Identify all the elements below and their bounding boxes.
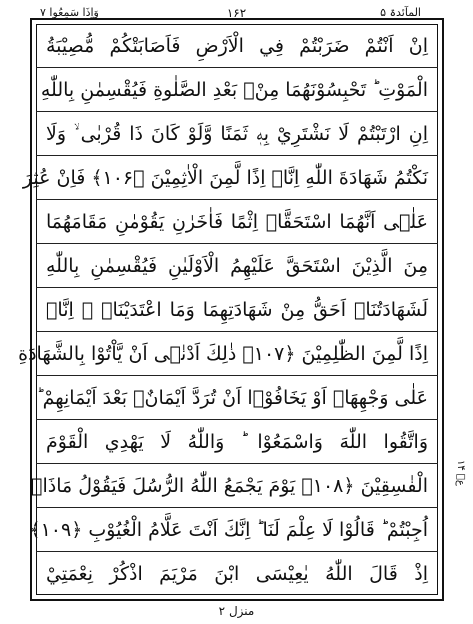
text-line: الْمَوْتِ ؕ تَحْبِسُوْنَهُمَا مِنْۢ بَعْدِ الصَّلٰوةِ فَيُقْسِمٰنِ بِاللّٰهِ [36, 68, 438, 112]
text-line: وَاتَّقُوا اللّٰهَ وَاسْمَعُوْا ؕ وَاللّٰهُ لَا يَهْدِي الْقَوْمَ [36, 420, 438, 464]
juz-name: وَاِذَا سَمِعُوا ۷ [40, 6, 99, 19]
manzil-footer: منزل ۲ [218, 604, 255, 618]
text-line: اِذْ قَالَ اللّٰهُ يٰعِيْسَى ابْنَ مَرْيَمَ اذْكُرْ نِعْمَتِيْ [46, 563, 428, 585]
quran-text-block [18, 24, 438, 595]
surah-name: المآئدۃ ۵ [380, 6, 421, 19]
text-line: نَكْتُمُ شَهَادَةَ اللّٰهِ اِنَّاۤ اِذًا لَّمِنَ الْاٰثِمِيْنَ ﴿۱۰۶﴾ فَاِنْ عُثِرَ [36, 156, 438, 200]
text-line: مِنَ الَّذِيْنَ اسْتَحَقَّ عَلَيْهِمُ الْاَوْلَيٰنِ فَيُقْسِمٰنِ بِاللّٰهِ [36, 244, 438, 288]
text-line: الْفٰسِقِيْنَ ﴿۱۰۸﴾ يَوْمَ يَجْمَعُ اللّٰهُ الرُّسُلَ فَيَقُوْلُ مَاذَاۤ [36, 464, 438, 508]
text-line: لَشَهَادَتُنَاۤ اَحَقُّ مِنْ شَهَادَتِهِمَا وَمَا اعْتَدَيْنَاۤ ۖ اِنَّاۤ [36, 288, 438, 332]
text-line: عَلٰۤى اَنَّهُمَا اسْتَحَقَّاۤ اِثْمًا فَاٰخَرٰنِ يَقُوْمٰنِ مَقَامَهُمَا [36, 200, 438, 244]
text-line: عَلٰى وَجْهِهَاۤ اَوْ يَخَافُوْۤا اَنْ تُرَدَّ اَيْمَانٌۢ بَعْدَ اَيْمَانِهِمْ ؕ [36, 376, 438, 420]
text-line: اُجِبْتُمْ ؕ قَالُوْا لَا عِلْمَ لَنَا ؕ اِنَّكَ اَنْتَ عَلَّامُ الْغُيُوْبِ ﴿۱۰۹﴾ [36, 508, 438, 552]
page-number: ۱۶۲ [226, 6, 247, 20]
ruku-marker: عۡ ۱۴ [455, 460, 466, 486]
text-line: اِذًا لَّمِنَ الظّٰلِمِيْنَ ﴿۱۰۷﴾ ذٰلِكَ اَدْنٰۤى اَنْ يَّاْتُوْا بِالشَّهَادَةِ [36, 332, 438, 376]
text-line: اِنْ اَنْتُمْ ضَرَبْتُمْ فِي الْاَرْضِ فَاَصَابَتْكُمْ مُّصِيْبَةُ [36, 24, 438, 68]
text-line: اِنِ ارْتَبْتُمْ لَا نَشْتَرِيْ بِهٖ ثَمَنًا وَّلَوْ كَانَ ذَا قُرْبٰى ۙ وَلَا [36, 112, 438, 156]
